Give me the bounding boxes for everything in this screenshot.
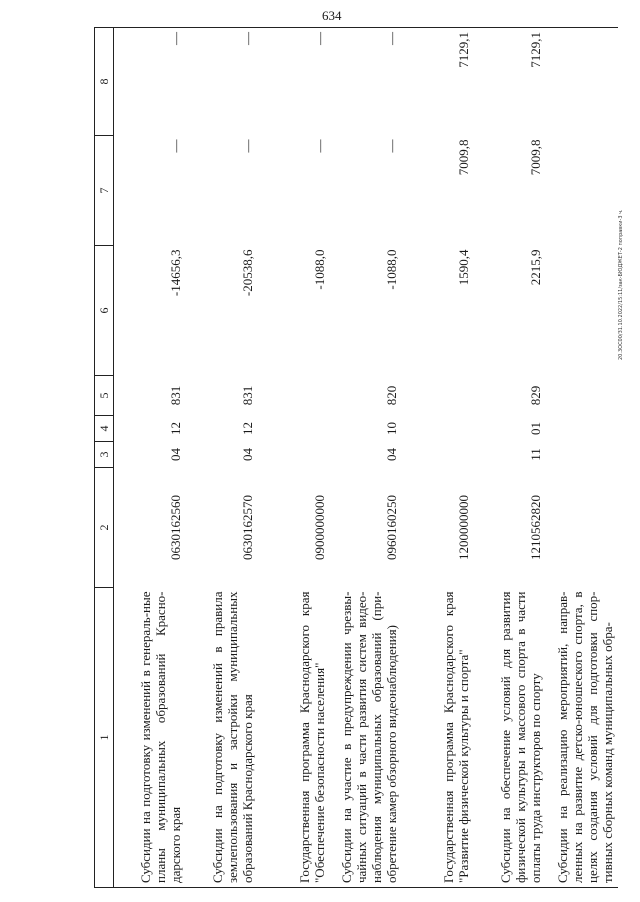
column-header: 6 [95,246,114,376]
expense-type-code: 829 [528,385,543,406]
table-row [186,28,258,888]
page-number: 634 [322,8,342,23]
target-code: 0960160250 [384,495,399,560]
amount-col8: 7129,1 [402,28,474,136]
section-code: 04 [168,448,183,461]
amount-col6: -14656,3 [168,249,183,297]
column-header: 7 [95,136,114,246]
expense-type-code: 831 [240,385,255,406]
column-header: 3 [95,442,114,468]
subsection-code [258,416,330,442]
amount-col8: — [114,28,187,136]
amount-col7: — [312,139,327,153]
target-code: 0630162570 [240,495,255,560]
table-row [330,28,402,888]
target-code: 1200000000 [456,495,471,560]
subsection-code: 12 [168,422,183,435]
row-description: Субсидии на подготовку изменений в генераль-ные планы муниципальных образований Красно-дарского края [114,588,187,888]
target-code: 0900000000 [312,495,327,560]
row-description: Субсидии на подготовку изменений в правила землепользования и застройки муниципальных образований Краснодарского края [186,588,258,888]
row-description: Государственная программа Краснодарского края "Развитие физической культуры и спорта" [402,588,474,888]
budget-table [94,27,618,888]
column-header: 5 [95,376,114,416]
subsection-code [402,416,474,442]
amount-col7: 7009,8 [456,139,471,176]
subsection-code: 12 [240,422,255,435]
row-description: Субсидии на участие в предупреждении чрезвы-чайных ситуаций в части развития систем видео-наблюдения муниципальных образований (при-обретение камер обзорного видеонаблюдения) [330,588,402,888]
amount-col7: — [240,139,255,153]
column-header: 4 [95,416,114,442]
amount-col6: -1088,0 [384,249,399,290]
row-description: Государственная программа Краснодарского края "Обеспечение безопасности населения" [258,588,330,888]
section-code [258,442,330,468]
subsection-code: 10 [384,422,399,435]
amount-col6: 2215,9 [528,249,543,286]
amount-col8: — [186,28,258,136]
amount-col8: — [258,28,330,136]
amount-col7 [546,136,618,246]
section-code [402,442,474,468]
row-description: Субсидии на реализацию мероприятий, направ-ленных на развитие детско-юношеского спорта, в целях создания условий для подготовки спор-тивных сборных команд муниципальных обра- [546,588,618,888]
amount-col8: 7129,1 [474,28,546,136]
amount-col7: — [168,139,183,153]
row-description: Субсидии на обеспечение условий для развития физической культуры и массового спорта в части оплаты труда инструкторов по спорту [474,588,546,888]
target-code [546,468,618,588]
expense-type-code [258,376,330,416]
table-row [114,28,187,888]
column-header: 2 [95,468,114,588]
expense-type-code [402,376,474,416]
table-row [258,28,330,888]
amount-col6 [546,246,618,376]
section-code [546,442,618,468]
column-header: 8 [95,28,114,136]
subsection-code [546,416,618,442]
expense-type-code [546,376,618,416]
expense-type-code: 820 [384,385,399,406]
expense-type-code: 831 [168,385,183,406]
section-code: 11 [528,448,543,461]
section-code: 04 [384,448,399,461]
side-stamp: 20.3ОС00/31.10.2022/15:11/зак-БЮДЖЕТ-2 поправки-3 ч. [618,209,624,360]
target-code: 1210562820 [528,495,543,560]
column-header: 1 [95,588,114,888]
amount-col6: -1088,0 [312,249,327,290]
amount-col8: — [330,28,402,136]
subsection-code: 01 [528,422,543,435]
header-row [95,28,114,888]
amount-col7: — [384,139,399,153]
section-code: 04 [240,448,255,461]
amount-col7: 7009,8 [528,139,543,176]
table-row [546,28,618,888]
target-code: 0630162560 [168,495,183,560]
amount-col8 [546,28,618,136]
amount-col6: -20538,6 [240,249,255,297]
amount-col6: 1590,4 [456,249,471,286]
table-row [402,28,474,888]
table-row [474,28,546,888]
